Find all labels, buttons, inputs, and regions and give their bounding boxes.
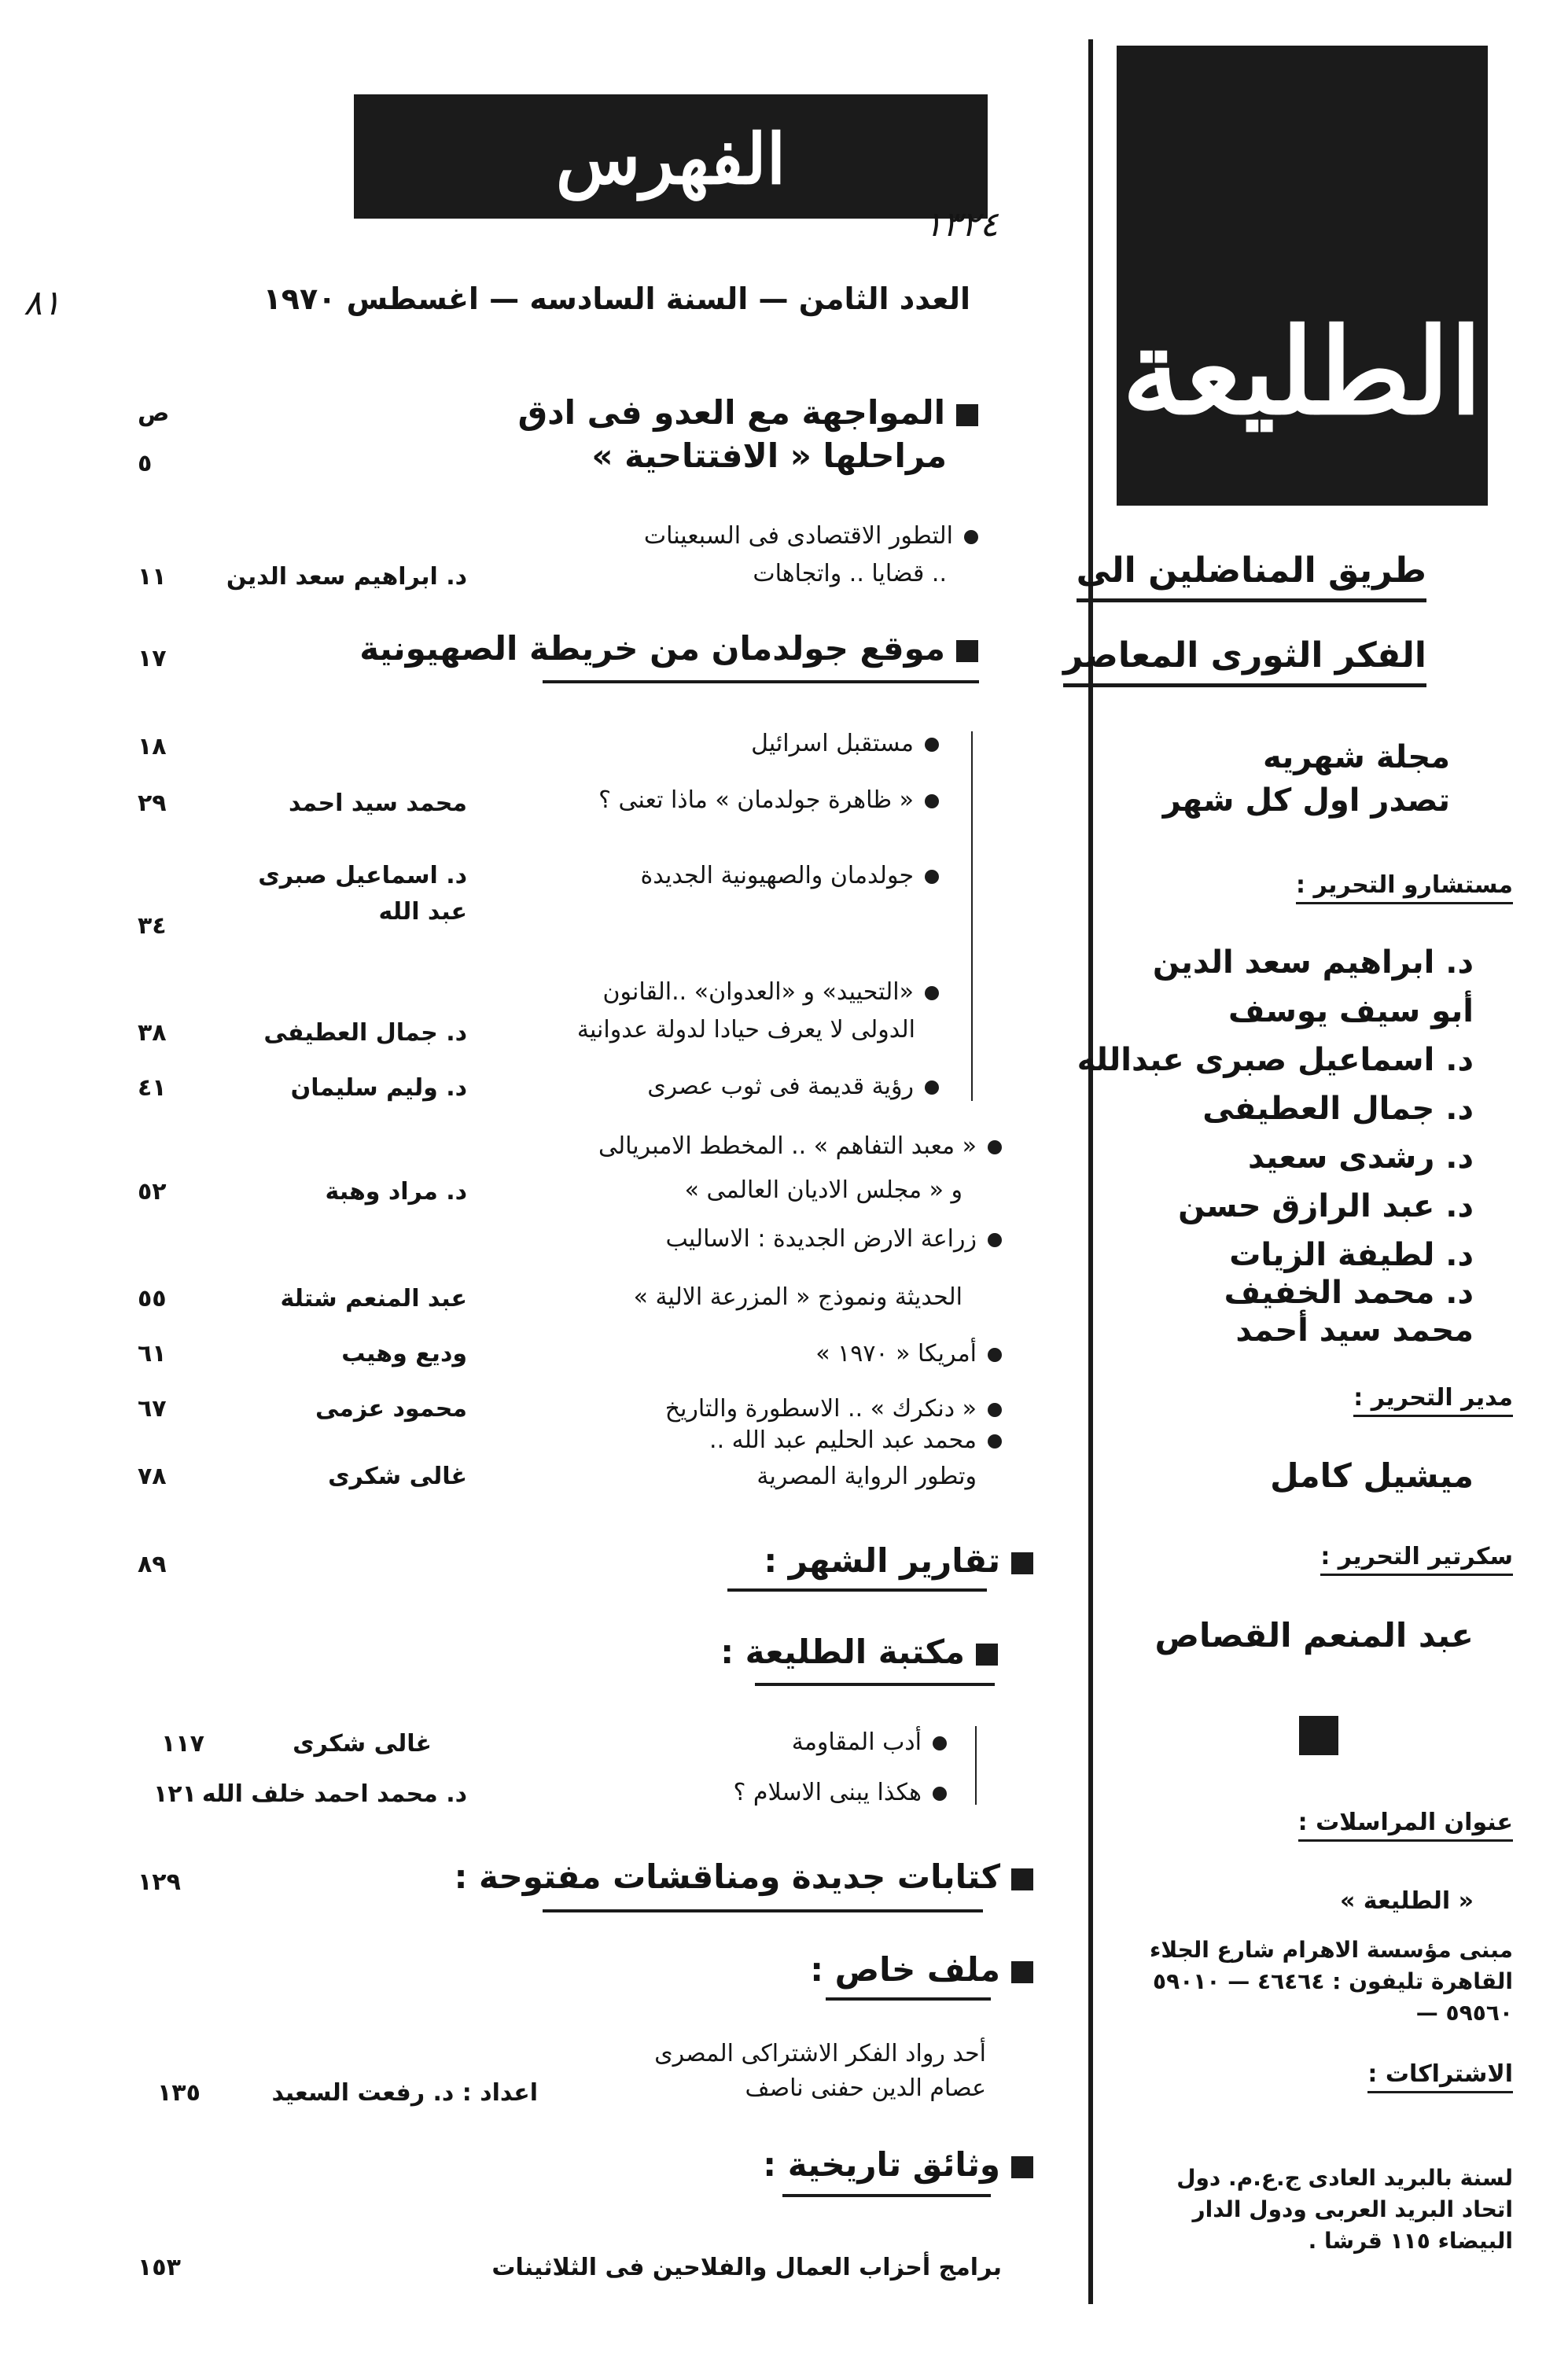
tagline-line2: الفكر الثورى المعاصر [1063, 635, 1426, 687]
square-bullet-icon [956, 640, 978, 662]
group-bracket [975, 1726, 977, 1805]
toc-entry: الدولى لا يعرف حيادا لدولة عدوانية [576, 1016, 915, 1044]
toc-author: عبد المنعم شتلة [280, 1285, 467, 1312]
section-underline [826, 1997, 991, 2001]
toc-section: وثائق تاريخية : [763, 2145, 1033, 2184]
bullet-icon [933, 1787, 947, 1801]
bullet-icon [988, 1140, 1002, 1154]
toc-page: ٦١ [138, 1340, 167, 1368]
group-bracket [971, 731, 973, 1101]
toc-author: د. مراد وهبة [325, 1178, 467, 1206]
bullet-icon [925, 986, 939, 1000]
toc-page: ١٧ [138, 645, 167, 672]
toc-page: ١٢٩ [138, 1868, 181, 1896]
toc-author: محمد سيد احمد [289, 790, 467, 817]
toc-section: المواجهة مع العدو فى ادق [518, 393, 978, 432]
toc-author: د. ابراهيم سعد الدين [226, 563, 467, 591]
masthead [1117, 46, 1488, 506]
toc-page: ١٥٣ [138, 2254, 181, 2281]
subscriptions-label: الاشتراكات : [1367, 2060, 1513, 2093]
toc-section: ملف خاص : [810, 1950, 1033, 1989]
address-line2: القاهرة تليفون : ٤٦٤٦٤ — ٥٩٠١٠ [1153, 1968, 1513, 1994]
toc-page: ١٨ [138, 733, 167, 760]
page-marker: ص [138, 399, 170, 427]
toc-page: ٥٥ [138, 1285, 167, 1312]
toc-section: مكتبة الطليعة : [720, 1633, 998, 1671]
toc-entry: « معبد التفاهم » .. المخطط الامبريالى [598, 1132, 1002, 1160]
toc-entry: «التحييد» و «العدوان» ..القانون [602, 978, 939, 1006]
margin-note: ٨١ [24, 283, 61, 323]
toc-page: ٢٩ [138, 790, 167, 817]
square-bullet-icon [1011, 2156, 1033, 2178]
toc-header [354, 94, 988, 219]
advisor-name: د. جمال العطيفى [1202, 1091, 1474, 1127]
toc-entry: أمريكا « ١٩٧٠ » [815, 1340, 1002, 1368]
column-divider [1088, 39, 1093, 2304]
decorative-square [1299, 1716, 1338, 1755]
advisor-name: د. رشدى سعيد [1247, 1139, 1474, 1176]
subscriptions-line1: لسنة بالبريد العادى ج.ع.م. دول [1176, 2165, 1513, 2191]
square-bullet-icon [976, 1644, 998, 1666]
magazine-frequency: تصدر اول كل شهر [1162, 782, 1450, 819]
address-label: عنوان المراسلات : [1298, 1809, 1513, 1842]
toc-entry: أحد رواد الفكر الاشتراكى المصرى [654, 2040, 986, 2067]
advisor-name: د. محمد الخفيف [1224, 1275, 1474, 1311]
advisor-name: محمد سيد أحمد [1235, 1312, 1474, 1349]
square-bullet-icon [956, 404, 978, 426]
toc-entry: التطور الاقتصادى فى السبعينات [644, 522, 978, 550]
handwritten-number: ١٣٢٤ [924, 204, 999, 245]
toc-entry: برامج أحزاب العمال والفلاحين فى الثلاثينات [491, 2254, 1002, 2281]
bullet-icon [933, 1736, 947, 1750]
toc-entry: .. قضايا .. واتجاهات [753, 560, 947, 587]
advisor-name: د. عبد الرازق حسن [1178, 1188, 1474, 1224]
toc-entry: هكذا يبنى الاسلام ؟ [733, 1779, 947, 1806]
section-underline [543, 1909, 983, 1912]
toc-title: الفهرس [555, 118, 786, 200]
magazine-title: الطليعة [1121, 303, 1483, 441]
toc-entry: وتطور الرواية المصرية [756, 1463, 977, 1490]
bullet-icon [988, 1434, 1002, 1449]
advisor-name: د. ابراهيم سعد الدين [1152, 944, 1474, 981]
secretary-name: عبد المنعم القصاص [1154, 1616, 1474, 1655]
toc-section: تقارير الشهر : [764, 1541, 1033, 1580]
toc-page: ١١ [138, 563, 167, 591]
subscriptions-line3: البيضاء ١١٥ قرشا . [1308, 2228, 1513, 2254]
toc-author: د. محمد احمد خلف الله [201, 1780, 467, 1808]
toc-page: ١٣٥ [157, 2079, 201, 2107]
bullet-icon [925, 1080, 939, 1095]
toc-section: موقع جولدمان من خريطة الصهيونية [359, 629, 978, 668]
toc-entry: « ظاهرة جولدمان » ماذا تعنى ؟ [598, 786, 939, 814]
toc-author: عبد الله [378, 898, 467, 926]
square-bullet-icon [1011, 1868, 1033, 1890]
address-line3: — ٥٩٥٦٠ [1415, 2000, 1513, 2026]
bullet-icon [925, 738, 939, 752]
bullet-icon [988, 1348, 1002, 1362]
address-line1: مبنى مؤسسة الاهرام شارع الجلاء [1150, 1937, 1513, 1963]
toc-entry: مستقبل اسرائيل [751, 730, 939, 757]
bullet-icon [988, 1403, 1002, 1417]
advisor-name: د. لطيفة الزيات [1229, 1237, 1474, 1273]
bullet-icon [925, 870, 939, 884]
toc-author: د. اسماعيل صبرى [258, 862, 467, 889]
advisor-name: د. اسماعيل صبرى عبدالله [1077, 1042, 1474, 1078]
toc-author: محمود عزمى [315, 1395, 467, 1423]
toc-section: مراحلها « الافتتاحية » [591, 436, 947, 475]
toc-author: غالى شكرى [328, 1463, 467, 1490]
toc-author: غالى شكرى [293, 1730, 432, 1758]
section-underline [727, 1588, 987, 1592]
magazine-type: مجلة شهريه [1262, 739, 1450, 775]
bullet-icon [988, 1233, 1002, 1247]
section-underline [543, 680, 979, 683]
toc-entry: « دنكرك » .. الاسطورة والتاريخ [665, 1395, 1002, 1423]
bullet-icon [925, 794, 939, 808]
toc-entry: محمد عبد الحليم عبد الله .. [709, 1426, 1002, 1454]
section-underline [755, 1683, 995, 1686]
toc-entry: جولدمان والصهيونية الجديدة [641, 862, 940, 889]
toc-page: ٥ [138, 450, 153, 477]
toc-author: اعداد : د. رفعت السعيد [271, 2079, 538, 2107]
subscriptions-line2: اتحاد البريد العربى ودول الدار [1192, 2196, 1513, 2222]
section-underline [782, 2194, 991, 2197]
toc-author: وديع وهيب [341, 1340, 467, 1368]
toc-page: ٨٩ [138, 1551, 167, 1578]
secretary-label: سكرتير التحرير : [1320, 1543, 1513, 1576]
toc-entry: و « مجلس الاديان العالمى » [684, 1176, 963, 1204]
toc-page: ١٢١ [153, 1780, 197, 1808]
square-bullet-icon [1011, 1552, 1033, 1574]
toc-section: كتابات جديدة ومناقشات مفتوحة : [455, 1857, 1033, 1896]
toc-page: ٧٨ [138, 1463, 167, 1490]
toc-page: ٤١ [138, 1074, 167, 1102]
square-bullet-icon [1011, 1961, 1033, 1983]
toc-page: ٦٧ [138, 1395, 167, 1423]
advisor-name: أبو سيف يوسف [1228, 993, 1474, 1029]
toc-page: ٣٨ [138, 1019, 167, 1047]
toc-entry: زراعة الارض الجديدة : الاساليب [665, 1225, 1002, 1253]
address-name: « الطليعة » [1339, 1887, 1474, 1915]
toc-entry: أدب المقاومة [792, 1728, 947, 1756]
bullet-icon [964, 530, 978, 544]
tagline-line1: طريق المناضلين الى [1077, 550, 1426, 602]
toc-author: د. جمال العطيفى [263, 1019, 467, 1047]
editor-name: ميشيل كامل [1270, 1456, 1474, 1495]
toc-entry: عصام الدين حفنى ناصف [745, 2074, 986, 2102]
toc-entry: الحديثة ونموذج « المزرعة الالية » [633, 1283, 963, 1311]
toc-page: ٣٤ [138, 912, 167, 940]
toc-entry: رؤية قديمة فى ثوب عصرى [647, 1073, 939, 1100]
editor-label: مدير التحرير : [1353, 1384, 1513, 1417]
advisors-label: مستشارو التحرير : [1296, 871, 1513, 904]
toc-author: د. وليم سليمان [290, 1074, 467, 1102]
issue-line: العدد الثامن — السنة السادسه — اغسطس ١٩٧٠ [263, 282, 970, 316]
toc-page: ٥٢ [138, 1178, 167, 1206]
toc-page: ١١٧ [161, 1730, 204, 1758]
